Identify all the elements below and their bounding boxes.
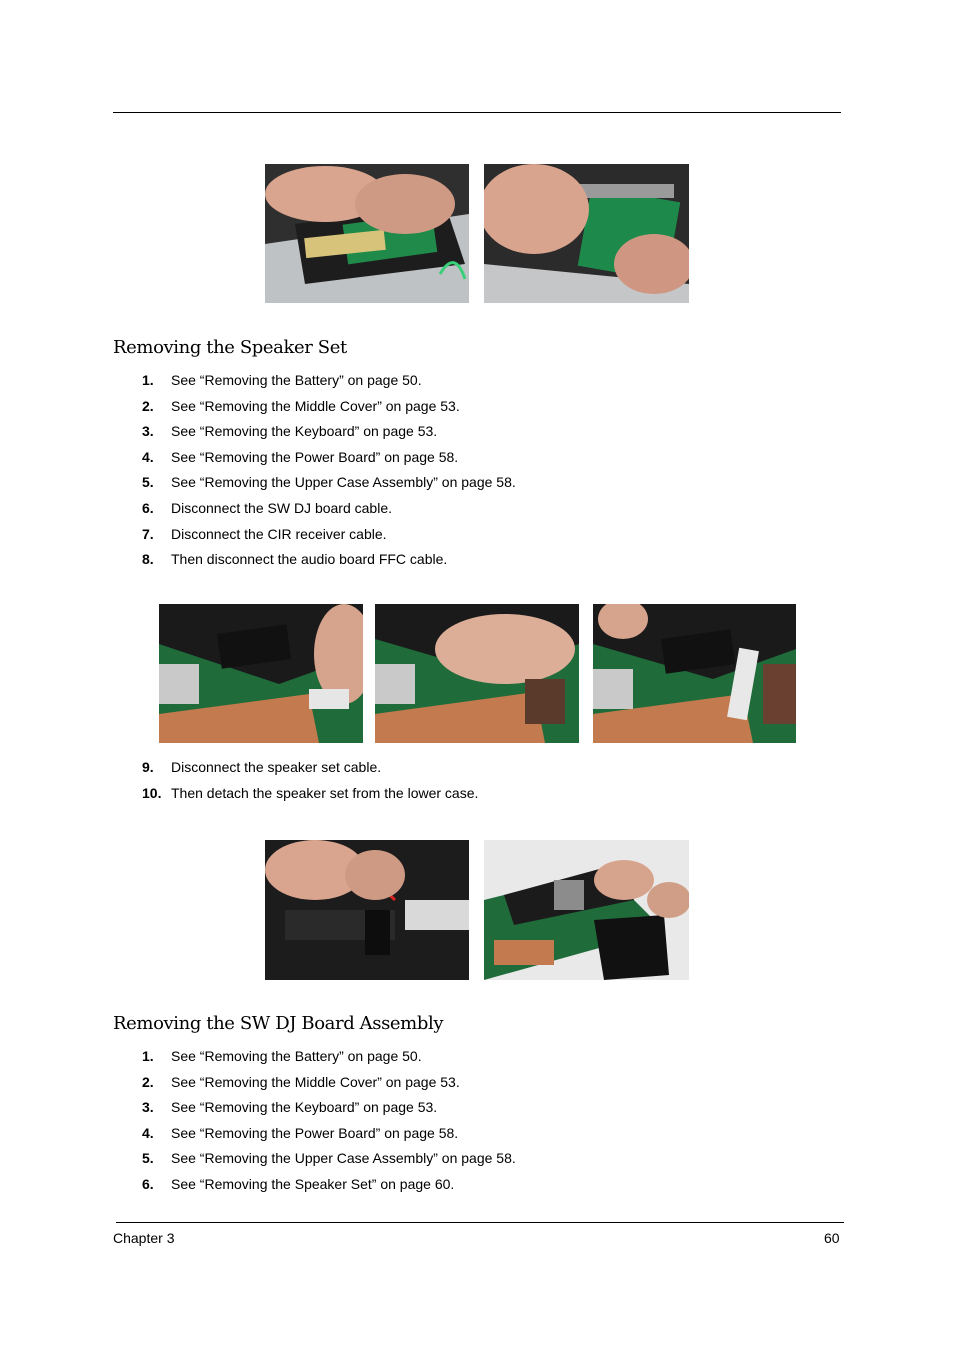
photo-sw-dj-cable — [159, 604, 363, 743]
section-title-speaker-set: Removing the Speaker Set — [113, 337, 347, 358]
photo-speaker-cable — [265, 840, 469, 980]
photo-speaker-detach — [484, 840, 689, 980]
footer-page-number: 60 — [824, 1230, 840, 1246]
section-title-sw-dj-board: Removing the SW DJ Board Assembly — [113, 1013, 444, 1034]
photo-cir-cable — [375, 604, 579, 743]
footer-chapter: Chapter 3 — [113, 1230, 175, 1246]
photo-card-removal-1 — [265, 164, 469, 303]
header-rule — [113, 112, 841, 113]
footer-rule — [116, 1222, 844, 1223]
photo-card-removal-2 — [484, 164, 689, 303]
photo-audio-ffc-cable — [593, 604, 796, 743]
